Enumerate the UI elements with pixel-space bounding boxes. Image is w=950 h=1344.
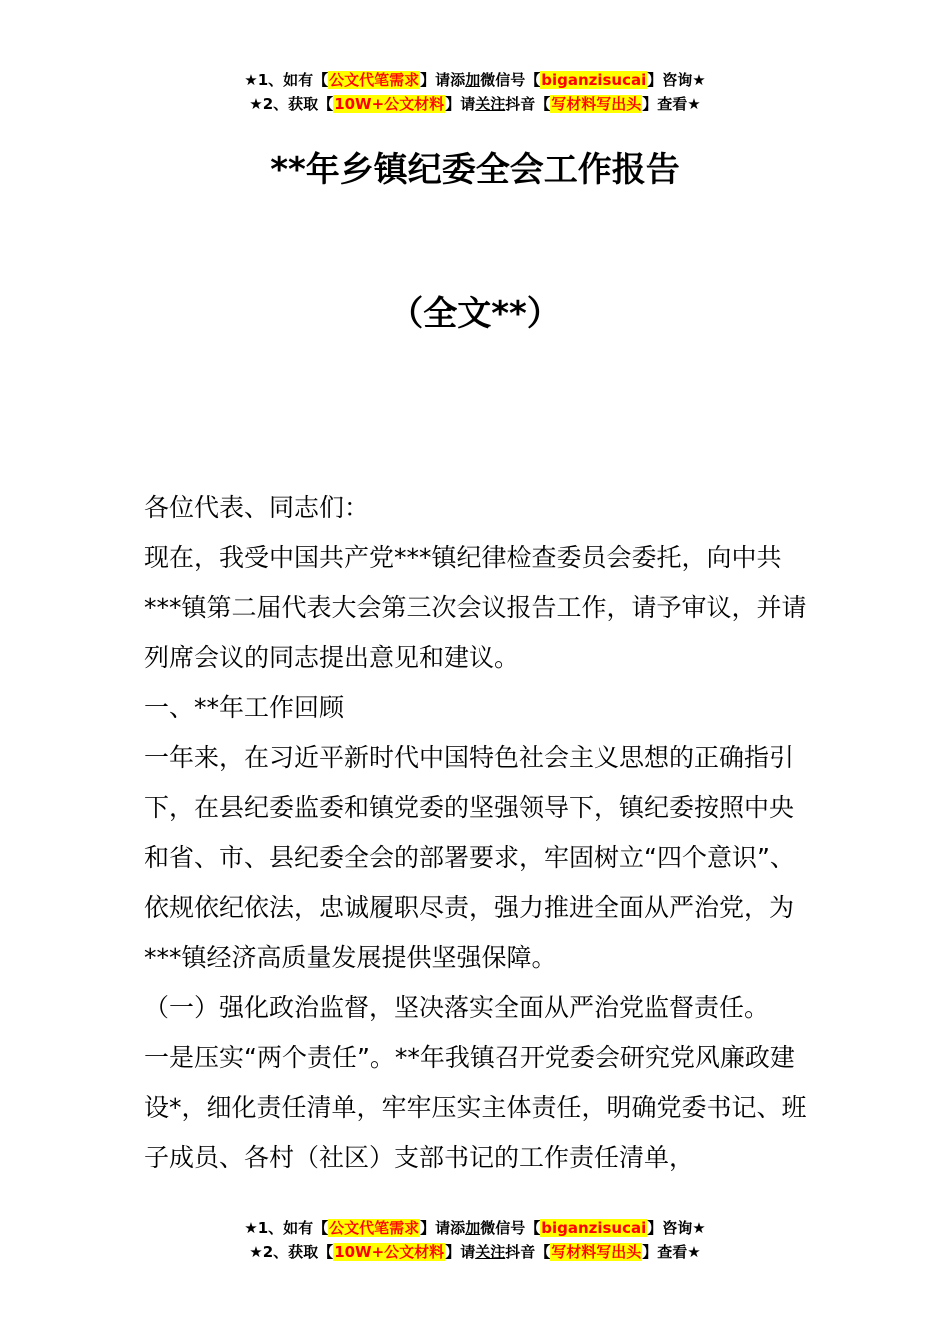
promo-line-1 <box>0 68 950 92</box>
promo-highlight: 10W+公文材料 <box>334 95 445 113</box>
promo-douyin-account: 写材料写出头 <box>551 1243 642 1261</box>
salutation: 各位代表、同志们： <box>144 493 370 522</box>
subsection-heading: （一）强化政治监督，坚决落实全面从严治党监督责任。 <box>144 993 770 1022</box>
body-paragraph: 一年来，在习近平新时代中国特色社会主义思想的正确指引下，在县纪委监委和镇党委的坚强领导下，镇纪委按照中央和省、市、县纪委全会的部署要求，牢固树立“四个意识”、依规依纪依法，忠诚履职尽责，强力推进全面从严治党，为***镇经济高质量发展提供坚强保障。 <box>144 743 795 972</box>
promo-text: 微信号【 <box>480 1219 541 1237</box>
promo-text: 抖音【 <box>505 95 551 113</box>
promo-douyin-account: 写材料写出头 <box>551 95 642 113</box>
promo-text: ★2、获取【 <box>249 95 334 113</box>
promo-text: 】请 <box>445 1243 476 1261</box>
promo-text: 】请添 <box>420 71 466 89</box>
promo-text: 】咨询★ <box>647 71 706 89</box>
document-subtitle: （全文**） <box>389 294 561 334</box>
promo-wechat-id: biganzisucai <box>541 1219 647 1237</box>
promo-text: 】查看★ <box>642 95 701 113</box>
footer-promo-banner <box>0 1216 950 1264</box>
promo-text: 】查看★ <box>642 1243 701 1261</box>
body-paragraph: 一是压实“两个责任”。**年我镇召开党委会研究党风廉政建设*，细化责任清单，牢牢压实主体责任，明确党委书记、班子成员、各村（社区）支部书记的工作责任清单， <box>144 1043 807 1172</box>
promo-text: 】请添 <box>420 1219 466 1237</box>
promo-line-2 <box>0 92 950 116</box>
body-paragraph: 现在，我受中国共产党***镇纪律检查委员会委托，向中共***镇第二届代表大会第三次会议报告工作，请予审议，并请列席会议的同志提出意见和建议。 <box>144 543 807 672</box>
promo-underline: 关注 <box>475 95 506 113</box>
promo-text: 】请 <box>445 95 476 113</box>
promo-text: 抖音【 <box>505 1243 551 1261</box>
document-body <box>144 483 810 1183</box>
promo-text: ★2、获取【 <box>249 1243 334 1261</box>
section-heading: 一、**年工作回顾 <box>144 693 345 722</box>
promo-underline: 加 <box>465 1219 481 1237</box>
header-promo-banner <box>0 68 950 116</box>
promo-text: ★1、如有【 <box>244 1219 329 1237</box>
promo-text: 】咨询★ <box>647 1219 706 1237</box>
promo-text: 微信号【 <box>480 71 541 89</box>
promo-highlight: 10W+公文材料 <box>334 1243 445 1261</box>
promo-underline: 关注 <box>475 1243 506 1261</box>
promo-line-2 <box>0 1240 950 1264</box>
promo-wechat-id: biganzisucai <box>541 71 647 89</box>
promo-text: ★1、如有【 <box>244 71 329 89</box>
promo-highlight: 公文代笔需求 <box>329 1219 420 1237</box>
document-title: **年乡镇纪委全会工作报告 <box>270 150 680 190</box>
promo-underline: 加 <box>465 71 481 89</box>
promo-highlight: 公文代笔需求 <box>329 71 420 89</box>
promo-line-1 <box>0 1216 950 1240</box>
